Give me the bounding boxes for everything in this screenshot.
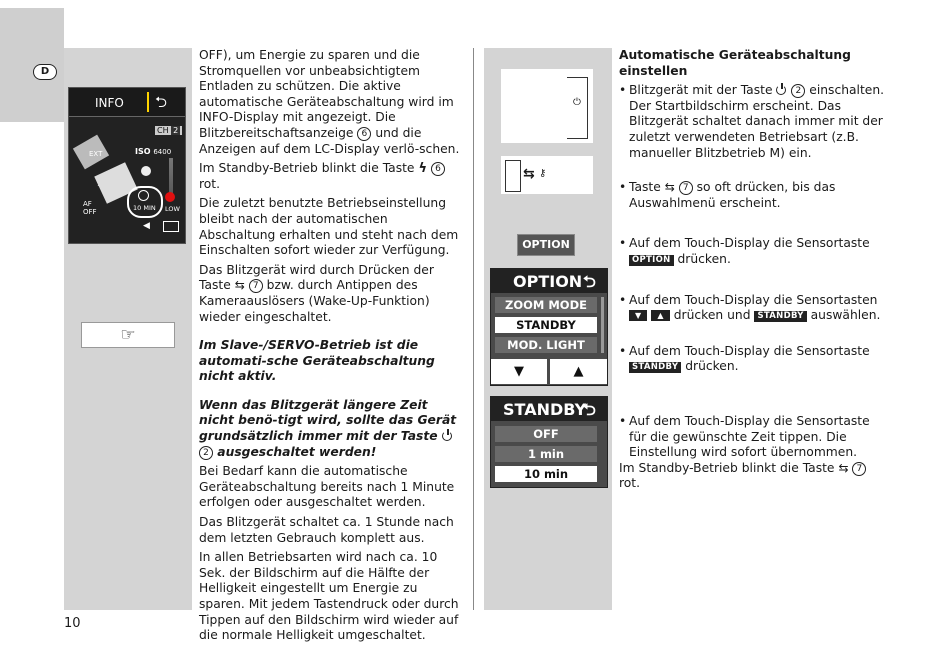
standby-option-10min[interactable]: 10 min bbox=[495, 466, 597, 482]
mode-switch-icon: ⇆ bbox=[523, 166, 535, 182]
info-header-divider bbox=[147, 92, 149, 112]
standby-menu-screen bbox=[490, 396, 608, 488]
channel-label: CH bbox=[157, 126, 169, 135]
standby-menu-title: STANDBY bbox=[503, 400, 587, 419]
section-heading: Automatische Geräteabschaltung einstellen bbox=[619, 48, 851, 78]
mode-button-illustration bbox=[501, 156, 593, 194]
note-power-off: Wenn das Blitzgerät längere Zeit nicht benö-tigt wird, sollte das Gerät grundsätzlich immer mit der Taste 2 ausgeschaltet werden! bbox=[199, 397, 457, 459]
note-slave: Im Slave-/SERVO-Betrieb ist die automati-sche Geräteabschaltung nicht aktiv. bbox=[199, 338, 435, 384]
af-label: AF bbox=[83, 200, 92, 208]
paragraph-4: Das Blitzgerät wird durch Drücken der Taste ⇆ 7 bzw. durch Antippen des Kameraauslösers (Wake-Up-Funktion) wieder eingeschaltet. bbox=[199, 262, 434, 324]
ref-2: 2 bbox=[199, 446, 213, 460]
option-menu-title: OPTION bbox=[513, 272, 583, 291]
power-icon bbox=[442, 430, 453, 441]
mode-switch-icon: ⇆ bbox=[664, 180, 675, 195]
envelope-icon bbox=[163, 221, 179, 232]
ref-7: 7 bbox=[249, 279, 263, 293]
standby-chip-2: STANDBY bbox=[629, 362, 681, 373]
step-4: • Auf dem Touch-Display die Sensortasten ▼ ▲ drücken und STANDBY auswählen. bbox=[619, 293, 889, 324]
down-button[interactable]: ▼ bbox=[491, 359, 547, 384]
speaker-icon: ◀ bbox=[143, 221, 150, 231]
ref-6b: 6 bbox=[431, 162, 445, 176]
paragraph-3: Die zuletzt benutzte Betriebseinstellung bleibt nach der automatischen Abschaltung erhalten und steht nach dem Einschalten sofort wieder zur Verfügung. bbox=[199, 196, 459, 258]
iso-label: ISO bbox=[135, 147, 151, 156]
right-text-column bbox=[619, 48, 889, 496]
ref-6: 6 bbox=[357, 127, 371, 141]
up-chip-icon: ▲ bbox=[651, 310, 669, 321]
page-number: 10 bbox=[64, 616, 81, 631]
menu-scrollbar[interactable] bbox=[601, 297, 604, 353]
low-label: LOW bbox=[165, 205, 180, 213]
step-2: • Taste ⇆ 7 so oft drücken, bis das Auswahlmenü erscheint. bbox=[619, 180, 889, 211]
menu-item-zoom-mode[interactable]: ZOOM MODE bbox=[495, 297, 597, 313]
standby-option-1min[interactable]: 1 min bbox=[495, 446, 597, 462]
note-box bbox=[81, 322, 175, 348]
key-icon: ⚷ bbox=[539, 168, 547, 179]
paragraph-5: Bei Bedarf kann die automatische Geräteabschaltung bereits nach 1 Minute erfolgen oder ausgeschaltet werden. bbox=[199, 464, 455, 510]
clock-icon bbox=[138, 190, 149, 201]
final-note: Im Standby-Betrieb blinkt die Taste ⇆ 7 rot. bbox=[619, 461, 889, 492]
option-chip: OPTION bbox=[629, 255, 674, 266]
language-badge: D bbox=[33, 64, 57, 80]
standby-chip: STANDBY bbox=[754, 311, 806, 322]
power-icon: ⏻ bbox=[573, 97, 581, 108]
left-text-column bbox=[199, 48, 465, 648]
flash-bolt-icon: ϟ bbox=[418, 161, 428, 177]
option-menu-screen bbox=[490, 268, 608, 386]
menu-item-mod-light[interactable]: MOD. LIGHT bbox=[495, 337, 597, 353]
paragraph-6: Das Blitzgerät schaltet ca. 1 Stunde nach dem letzten Gebrauch komplett aus. bbox=[199, 515, 454, 545]
channel-number: 2 bbox=[173, 126, 179, 135]
power-switch-illustration bbox=[501, 69, 593, 143]
return-arrow-icon[interactable]: ⮌ bbox=[583, 400, 596, 419]
paragraph-7: In allen Betriebsarten wird nach ca. 10 Sek. der Bildschirm auf die Hälfte der Helligkeit eingestellt um Energie zu sparen. Mit jedem Tastendruck oder durch Tippen auf den Bildschirm wird wieder auf die normale Helligkeit umgeschaltet. bbox=[199, 550, 459, 643]
af-off-label: OFF bbox=[83, 208, 97, 216]
standby-option-off[interactable]: OFF bbox=[495, 426, 597, 442]
sensor-icon bbox=[141, 166, 151, 176]
step-5: • Auf dem Touch-Display die Sensortaste STANDBY drücken. bbox=[619, 344, 889, 375]
mode-switch-icon: ⇆ bbox=[234, 278, 245, 293]
down-chip-icon: ▼ bbox=[629, 310, 647, 321]
timer-label: 10 MIN bbox=[133, 204, 156, 212]
ref-7: 7 bbox=[679, 181, 693, 195]
battery-low-indicator bbox=[165, 192, 175, 202]
up-button[interactable]: ▲ bbox=[550, 359, 607, 384]
ext-label: EXT bbox=[89, 150, 103, 158]
menu-item-standby[interactable]: STANDBY bbox=[495, 317, 597, 333]
mode-switch-icon: ⇆ bbox=[838, 460, 849, 475]
info-header: INFO bbox=[95, 96, 124, 110]
step-6: • Auf dem Touch-Display die Sensortaste für die gewünschte Zeit tippen. Die Einstellung wird sofort übernommen. bbox=[619, 414, 889, 461]
step-1: • Blitzgerät mit der Taste 2 einschalten. Der Startbildschirm erscheint. Das Blitzgerät schaltet danach immer mit der zuletzt verwendeten Betriebsart (z.B. manueller Blitzbetrieb M) ein. bbox=[619, 83, 889, 161]
pointing-hand-icon: ☞ bbox=[120, 325, 136, 345]
margin-tab bbox=[0, 8, 64, 122]
return-arrow-icon: ⮌ bbox=[155, 93, 168, 111]
option-sensor-key[interactable]: OPTION bbox=[517, 234, 575, 256]
paragraph-2: Im Standby-Betrieb blinkt die Taste ϟ 6 rot. bbox=[199, 161, 465, 192]
info-display-photo bbox=[68, 87, 186, 244]
ref-2: 2 bbox=[791, 84, 805, 98]
power-icon bbox=[776, 84, 787, 95]
paragraph-1: OFF), um Energie zu sparen und die Stromquellen vor unbeabsichtigtem Entladen zu schützen. Die aktive automatische Geräteabschaltung wird im INFO-Display mit angezeigt. Die Blitzbereitschaftsanzeige 6 und die Anzeigen auf dem LC-Display verlö-schen. bbox=[199, 48, 460, 156]
ref-7: 7 bbox=[852, 462, 866, 476]
step-3: • Auf dem Touch-Display die Sensortaste OPTION drücken. bbox=[619, 236, 889, 267]
return-arrow-icon[interactable]: ⮌ bbox=[583, 272, 596, 291]
iso-value: 6400 bbox=[153, 148, 172, 156]
column-divider bbox=[473, 48, 474, 610]
